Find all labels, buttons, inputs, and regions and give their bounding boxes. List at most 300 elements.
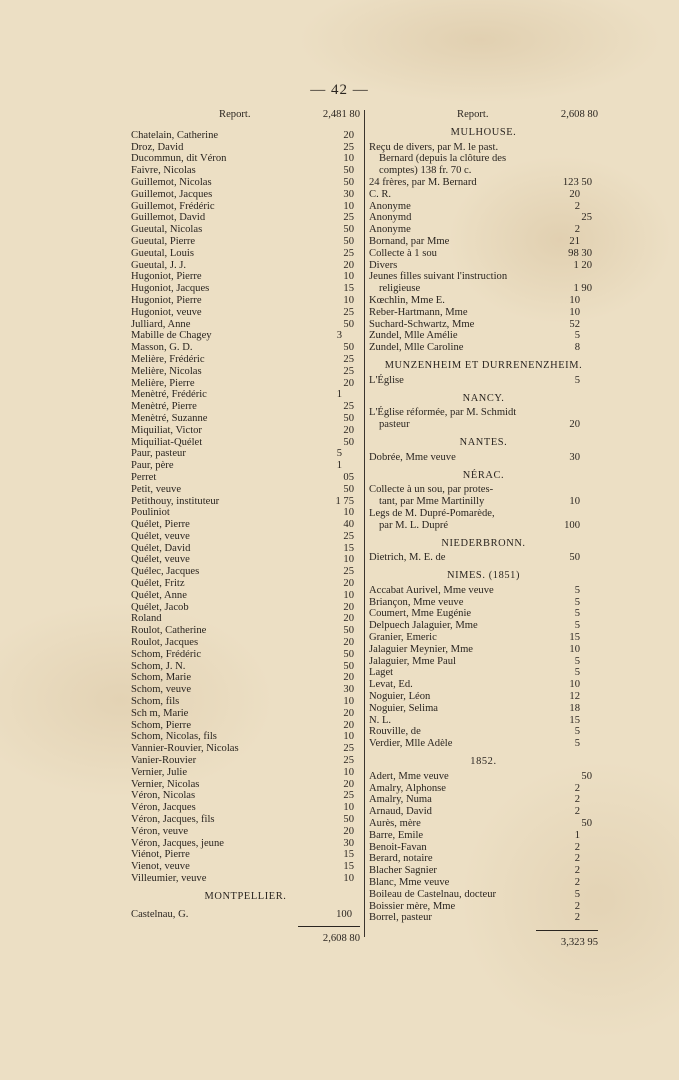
donor-name: Arnaud, David	[369, 806, 432, 818]
donor-name: Menètré, Frédéric	[131, 389, 207, 401]
donor-name: Reber-Hartmann, Mme	[369, 306, 468, 318]
donor-amount: 5	[574, 330, 580, 342]
donor-name: Schom, Pierre	[131, 719, 192, 731]
donor-amount: 50	[343, 165, 354, 177]
donor-name: Menètré, Pierre	[131, 401, 197, 413]
donor-list	[131, 130, 360, 885]
left-total: 2,608 80	[322, 933, 360, 945]
donor-name: Schom, J. N.	[131, 660, 186, 672]
total-rule	[298, 926, 360, 927]
donor-row	[131, 330, 360, 342]
donor-name: Boileau de Castelnau, docteur	[369, 888, 497, 900]
donor-row	[369, 865, 598, 877]
donor-name: Legs de M. Dupré-Pomarède,	[369, 507, 495, 519]
donor-name: Quélec, Jacques	[131, 566, 200, 578]
donor-name: Melière, Frédéric	[131, 353, 205, 365]
donor-row	[369, 212, 598, 224]
donor-row	[369, 307, 598, 319]
donor-name: Roulot, Jacques	[131, 637, 199, 649]
donor-row	[369, 342, 598, 354]
donor-row	[131, 366, 360, 378]
donor-row	[369, 484, 598, 496]
donor-row	[131, 826, 360, 838]
donor-row	[369, 632, 598, 644]
column-divider	[364, 110, 365, 937]
donor-name: Benoit-Favan	[369, 841, 427, 853]
donor-amount: 5	[574, 596, 580, 608]
donor-amount: 20	[343, 377, 354, 389]
donor-amount: 50	[343, 342, 354, 354]
donor-amount: 15	[569, 714, 580, 726]
donor-name: Miquiliat-Quélet	[131, 436, 203, 448]
donor-row	[369, 771, 598, 783]
page-number: — 42 —	[310, 82, 369, 98]
donor-name: C. R.	[369, 188, 392, 200]
donor-row	[131, 543, 360, 555]
donor-name: Anonymd	[369, 212, 412, 224]
donor-name: Guillemot, Jacques	[131, 188, 213, 200]
donor-amount: 2	[574, 877, 580, 889]
section-heading	[369, 470, 598, 482]
donor-name: Vernier, Nicolas	[131, 778, 200, 790]
donor-row	[369, 715, 598, 727]
donor-amount: 5	[574, 667, 580, 679]
donor-row	[131, 696, 360, 708]
donor-name: Paur, pasteur	[131, 448, 186, 460]
donor-amount: 10	[569, 496, 580, 508]
donor-row	[369, 806, 598, 818]
donor-amount: 25	[343, 365, 354, 377]
donor-amount: 50	[343, 235, 354, 247]
section-heading	[369, 756, 598, 768]
donor-name: Schom, Nicolas, fils	[131, 731, 217, 743]
donor-amount: 10	[343, 200, 354, 212]
donor-name: tant, par Mme Martinilly	[379, 496, 485, 508]
donor-row	[369, 679, 598, 691]
donor-row	[131, 708, 360, 720]
donor-row	[369, 667, 598, 679]
donor-name: Collecte à 1 sou	[369, 247, 437, 259]
donor-amount: 10	[343, 554, 354, 566]
donor-name: N. L.	[369, 714, 392, 726]
donor-name: Berard, notaire	[369, 853, 433, 865]
donor-name: Amalry, Numa	[369, 794, 432, 806]
section-heading	[369, 360, 598, 372]
donor-name: religieuse	[379, 283, 421, 295]
donor-row	[131, 212, 360, 224]
donor-row	[131, 342, 360, 354]
donor-name: Zundel, Mlle Caroline	[369, 342, 464, 354]
donor-amount: 50	[343, 814, 354, 826]
donor-name: Granier, Emeric	[369, 632, 437, 644]
donor-amount: 2	[574, 200, 580, 212]
donor-name: Borrel, pasteur	[369, 912, 432, 924]
donor-name: Véron, Jacques, jeune	[131, 837, 224, 849]
donor-amount: 15	[343, 861, 354, 873]
donor-name: Accabat Aurivel, Mme veuve	[369, 584, 494, 596]
total-rule	[536, 930, 598, 931]
donor-row	[131, 319, 360, 331]
donor-name: Gueutal, Pierre	[131, 235, 196, 247]
donor-name: par M. L. Dupré	[379, 519, 449, 531]
donor-amount: 25	[343, 790, 354, 802]
donor-name: Barre, Emile	[369, 829, 424, 841]
donor-amount: 5	[574, 620, 580, 632]
donor-amount: 50	[343, 436, 354, 448]
donor-amount: 20	[343, 578, 354, 590]
donor-row	[369, 726, 598, 738]
donor-amount: 1	[336, 389, 342, 401]
donor-amount: 1	[336, 460, 342, 472]
section-heading-text: NIMES. (1851)	[446, 570, 521, 582]
donor-name: Dobrée, Mme veuve	[369, 451, 456, 463]
donor-row	[131, 779, 360, 791]
donor-row	[131, 743, 360, 755]
donor-amount: 25	[343, 306, 354, 318]
donor-name: Faivre, Nicolas	[131, 165, 196, 177]
donor-row	[369, 656, 598, 668]
donor-amount: 15	[343, 542, 354, 554]
donor-name: Guillemot, David	[131, 212, 206, 224]
donor-row	[369, 177, 598, 189]
donor-name: Quélet, veuve	[131, 554, 190, 566]
donor-row	[369, 142, 598, 154]
donor-name: Gueutal, J. J.	[131, 259, 187, 271]
donor-name: Levat, Ed.	[369, 679, 413, 691]
donor-row	[369, 608, 598, 620]
donor-row	[369, 375, 598, 387]
donor-amount: 20	[343, 825, 354, 837]
donor-name: Bornand, par Mme	[369, 235, 450, 247]
donor-name: Roulot, Catherine	[131, 625, 207, 637]
section-heading	[369, 393, 598, 405]
donor-name: Viénot, Pierre	[131, 849, 190, 861]
donor-row	[131, 378, 360, 390]
donor-row	[369, 260, 598, 272]
donor-amount: 1	[574, 829, 580, 841]
donor-name: Noguier, Selima	[369, 702, 439, 714]
donor-row	[369, 830, 598, 842]
donor-row	[369, 901, 598, 913]
donor-amount: 30	[343, 837, 354, 849]
donor-name: Guillemot, Frédéric	[131, 200, 215, 212]
donor-amount: 5	[574, 655, 580, 667]
donor-amount: 2	[574, 853, 580, 865]
donor-amount: 5	[574, 888, 580, 900]
donor-amount: 20	[343, 613, 354, 625]
donor-amount: 20	[343, 707, 354, 719]
donor-row	[369, 691, 598, 703]
donor-name: Roland	[131, 613, 162, 625]
donor-row	[131, 130, 360, 142]
donor-amount: 10	[343, 294, 354, 306]
report-label: Report.	[219, 109, 251, 120]
donor-row	[131, 602, 360, 614]
donor-name: Blanc, Mme veuve	[369, 877, 450, 889]
donor-amount: 30	[569, 451, 580, 463]
donor-amount: 5	[574, 608, 580, 620]
donor-name: Schom, Marie	[131, 672, 192, 684]
donor-name: Petithouy, instituteur	[131, 495, 220, 507]
donor-row	[131, 531, 360, 543]
donor-amount: 10	[569, 679, 580, 691]
donor-row	[131, 295, 360, 307]
donor-name: comptes) 138 fr. 70 c.	[379, 165, 472, 177]
donor-row	[131, 625, 360, 637]
donor-row	[369, 319, 598, 331]
donor-name: Véron, veuve	[131, 825, 189, 837]
donor-name: Reçu de divers, par M. le past.	[369, 141, 499, 153]
donor-row	[369, 508, 598, 520]
donor-row	[131, 909, 360, 921]
donor-row	[131, 177, 360, 189]
donor-name: Rouville, de	[369, 726, 421, 738]
donor-name: Collecte à un sou, par protes-	[369, 484, 494, 496]
section-heading	[369, 437, 598, 449]
donor-name: Noguier, Léon	[369, 691, 431, 703]
donor-name: Suchard-Schwartz, Mme	[369, 318, 475, 330]
donor-name: Véron, Jacques, fils	[131, 814, 215, 826]
donor-name: Véron, Nicolas	[131, 790, 196, 802]
donor-row	[131, 224, 360, 236]
donor-row	[369, 419, 598, 431]
donor-name: Laget	[369, 667, 394, 679]
donor-name: Schom, veuve	[131, 684, 192, 696]
donor-row	[131, 755, 360, 767]
donor-row	[131, 873, 360, 885]
donor-amount: 20	[343, 719, 354, 731]
donor-row	[369, 912, 598, 924]
donor-row	[131, 838, 360, 850]
donor-amount: 5	[336, 448, 342, 460]
donor-name: Villeumier, veuve	[131, 873, 207, 884]
donor-amount: 2	[574, 794, 580, 806]
donor-name: Quélet, Fritz	[131, 578, 185, 590]
donor-name: Boissier mère, Mme	[369, 900, 456, 912]
donor-row	[131, 413, 360, 425]
donor-amount: 8	[574, 342, 580, 354]
donor-name: Anonyme	[369, 224, 411, 236]
donor-amount: 25	[343, 743, 354, 755]
donor-name: Quélet, veuve	[131, 530, 190, 542]
donor-name: Mabille de Chagey	[131, 330, 212, 342]
donor-row	[131, 578, 360, 590]
donor-amount: 25	[343, 141, 354, 153]
donor-amount: 2	[574, 841, 580, 853]
donor-row	[369, 620, 598, 632]
donor-name: Vienot, veuve	[131, 861, 190, 873]
donor-row	[369, 283, 598, 295]
donor-amount: 20	[343, 778, 354, 790]
donor-row	[369, 703, 598, 715]
donor-amount: 10	[343, 696, 354, 708]
donor-amount: 1 75	[335, 495, 354, 507]
donor-amount: 50	[343, 412, 354, 424]
donor-row	[131, 484, 360, 496]
donor-row	[131, 460, 360, 472]
donor-row	[131, 165, 360, 177]
donor-amount: 25	[343, 530, 354, 542]
donor-amount: 10	[343, 873, 354, 884]
donor-row	[369, 585, 598, 597]
donor-name: Jalaguier Meynier, Mme	[369, 643, 474, 655]
donor-row	[369, 889, 598, 901]
donor-name: Quélet, David	[131, 542, 191, 554]
donor-amount: 1 90	[573, 283, 592, 295]
donor-amount: 98 30	[568, 247, 592, 259]
donor-amount: 20	[343, 601, 354, 613]
left-column	[131, 109, 360, 945]
donor-row	[131, 649, 360, 661]
donor-amount: 10	[343, 589, 354, 601]
section-heading-text: NÉRAC.	[462, 469, 505, 481]
donor-name: 24 frères, par M. Bernard	[369, 176, 477, 188]
donor-amount: 18	[569, 702, 580, 714]
donor-amount: 50	[581, 770, 592, 782]
donor-name: Gueutal, Louis	[131, 247, 194, 259]
donor-row	[369, 201, 598, 213]
donor-row	[131, 153, 360, 165]
donor-amount: 5	[574, 726, 580, 738]
right-total: 3,323 95	[560, 937, 598, 949]
donor-row	[369, 248, 598, 260]
donor-row	[369, 271, 598, 283]
donor-row	[131, 496, 360, 508]
report-label: Report.	[457, 109, 489, 120]
donor-amount: 20	[343, 637, 354, 649]
section-list	[369, 121, 598, 924]
report-row	[369, 109, 598, 121]
donor-name: Droz, David	[131, 141, 184, 153]
donor-name: Miquiliat, Victor	[131, 424, 202, 436]
donor-amount: 50	[343, 625, 354, 637]
donor-amount: 3	[336, 330, 342, 342]
donor-name: Melière, Pierre	[131, 377, 195, 389]
donor-row	[131, 260, 360, 272]
donor-name: Quélet, Jacob	[131, 601, 189, 613]
donor-row	[369, 853, 598, 865]
donor-row	[131, 425, 360, 437]
donor-name: Divers	[369, 259, 398, 271]
donor-amount: 20	[343, 259, 354, 271]
donor-name: Véron, Jacques	[131, 802, 196, 814]
donor-name: Hugoniot, Pierre	[131, 294, 202, 306]
donor-name: Chatelain, Catherine	[131, 129, 219, 141]
donor-row	[131, 271, 360, 283]
donor-row	[369, 189, 598, 201]
donor-row	[369, 794, 598, 806]
donor-amount: 2	[574, 224, 580, 236]
section-heading	[369, 127, 598, 139]
donor-amount: 50	[343, 483, 354, 495]
donor-row	[369, 295, 598, 307]
donor-amount: 10	[343, 271, 354, 283]
donor-amount: 10	[343, 731, 354, 743]
donor-name: Castelnau, G.	[131, 908, 189, 920]
donor-amount: 123 50	[562, 176, 592, 188]
donor-name: Blacher Sagnier	[369, 865, 437, 877]
donor-amount: 5	[574, 374, 580, 386]
donor-amount: 5	[574, 584, 580, 596]
donor-row	[131, 802, 360, 814]
donor-row	[131, 437, 360, 449]
section-heading-text: NANCY.	[462, 392, 505, 404]
right-column	[369, 109, 598, 949]
donor-row	[369, 224, 598, 236]
donor-amount: 25	[343, 566, 354, 578]
donor-amount: 30	[343, 188, 354, 200]
donor-amount: 2	[574, 806, 580, 818]
donor-name: Quélet, Pierre	[131, 519, 190, 531]
donor-name: Jeunes filles suivant l'instruction	[369, 271, 508, 283]
donor-row	[131, 448, 360, 460]
donor-row	[131, 142, 360, 154]
donor-amount: 20	[343, 672, 354, 684]
donor-row	[131, 613, 360, 625]
donor-name: Adert, Mme veuve	[369, 770, 449, 782]
donor-row	[131, 472, 360, 484]
donor-amount: 10	[569, 643, 580, 655]
donor-name: Masson, G. D.	[131, 342, 193, 354]
donor-row	[131, 767, 360, 779]
section-heading: MONTPELLIER.	[204, 890, 287, 902]
donor-name: L'Église réformée, par M. Schmidt	[369, 407, 517, 419]
donor-amount: 100	[564, 519, 580, 531]
donor-row	[131, 637, 360, 649]
donor-row	[369, 165, 598, 177]
donor-name: Melière, Nicolas	[131, 365, 202, 377]
donor-name: Schom, Frédéric	[131, 648, 202, 660]
donor-row	[131, 790, 360, 802]
donor-amount: 15	[343, 283, 354, 295]
donor-amount: 05	[343, 471, 354, 483]
donor-row	[131, 354, 360, 366]
section-heading-text: 1852.	[470, 756, 497, 768]
donor-amount: 25	[343, 755, 354, 767]
section-heading	[369, 538, 598, 550]
donor-name: Bernard (depuis la clôture des	[379, 153, 507, 165]
donor-name: Perret	[131, 471, 157, 483]
donor-amount: 2	[574, 912, 580, 924]
donor-row	[369, 153, 598, 165]
donor-name: Dietrich, M. E. de	[369, 552, 446, 564]
donor-row	[131, 248, 360, 260]
donor-amount: 25	[343, 353, 354, 365]
section-heading-text: NIEDERBRONN.	[441, 537, 526, 549]
donor-row	[131, 201, 360, 213]
donor-name: Menètré, Suzanne	[131, 412, 208, 424]
donor-name: Julliard, Anne	[131, 318, 191, 330]
donor-row	[131, 507, 360, 519]
donor-name: Coumert, Mme Eugénie	[369, 608, 472, 620]
donor-name: Hugoniot, veuve	[131, 306, 202, 318]
donor-name: Sch m, Marie	[131, 707, 189, 719]
donor-row	[369, 496, 598, 508]
donor-row	[131, 720, 360, 732]
donor-name: Vanier-Rouvier	[131, 755, 197, 767]
donor-row	[369, 452, 598, 464]
donor-row	[131, 401, 360, 413]
donor-amount: 25	[343, 247, 354, 259]
donor-amount: 10	[343, 802, 354, 814]
donor-amount: 20	[343, 129, 354, 141]
donor-amount: 10	[569, 306, 580, 318]
donor-row	[131, 590, 360, 602]
donor-amount: 5	[574, 738, 580, 750]
donor-name: L'Église	[369, 374, 404, 386]
donor-name: Delpuech Jalaguier, Mme	[369, 620, 478, 632]
donor-row	[369, 818, 598, 830]
